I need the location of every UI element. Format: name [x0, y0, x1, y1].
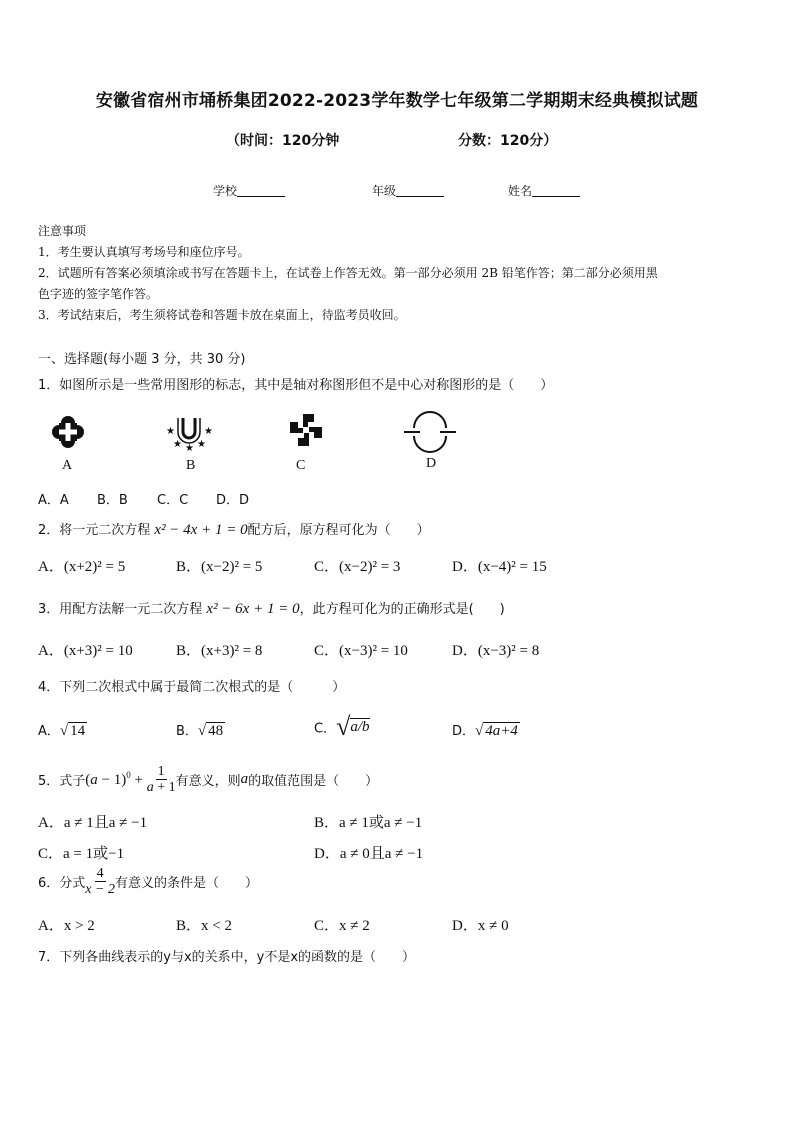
time-info: （时间：120分钟: [226, 133, 340, 149]
q5-variable: a: [240, 771, 249, 787]
figure-b-label: B: [186, 458, 196, 473]
name-label: 姓名: [508, 184, 533, 198]
q2-stem: [38, 519, 430, 539]
q4-option-b-radicand: 48: [208, 723, 224, 739]
q3-stem: [38, 598, 505, 618]
q5-option-a[interactable]: A．a ≠ 1且a ≠ −1: [38, 815, 148, 831]
q1-stem: 1．如图所示是一些常用图形的标志，其中是轴对称图形但不是中心对称图形的是（ ）: [38, 378, 554, 393]
q2-option-c[interactable]: C．(x−2)² = 3: [314, 559, 401, 575]
q4-option-b[interactable]: [176, 720, 225, 740]
q6-stem: [38, 866, 258, 897]
figure-a-label: A: [62, 458, 73, 473]
figure-b-icon: [166, 418, 213, 454]
q5-option-d[interactable]: D．a ≠ 0且a ≠ −1: [314, 846, 424, 862]
q5-option-b[interactable]: B．a ≠ 1或a ≠ −1: [314, 815, 423, 831]
q2-option-b[interactable]: B．(x−2)² = 5: [176, 559, 263, 575]
figure-d-label: D: [426, 456, 437, 471]
sqrt-icon: √: [336, 712, 351, 741]
note-3: 3．考试结束后，考生须将试卷和答题卡放在桌面上，待监考员收回。: [38, 308, 406, 322]
svg-text:★: ★: [197, 439, 206, 450]
q3-option-b[interactable]: B．(x+3)² = 8: [176, 643, 263, 659]
q1-option-d[interactable]: D．D: [216, 493, 250, 508]
q2-option-d[interactable]: D．(x−4)² = 15: [452, 559, 547, 575]
q3-equation: x² − 6x + 1 = 0: [206, 601, 300, 617]
notes-heading: 注意事项: [38, 224, 87, 238]
q2-option-a[interactable]: A．(x+2)² = 5: [38, 559, 126, 575]
q7-stem: 7．下列各曲线表示的y与x的关系中，y不是x的函数的是（ ）: [38, 950, 416, 965]
q3-option-a[interactable]: A．(x+3)² = 10: [38, 643, 133, 659]
figure-c-icon: [290, 414, 322, 446]
q1-option-c[interactable]: C．C: [157, 493, 189, 508]
figure-d-icon: [404, 412, 456, 452]
q6-option-b[interactable]: B．x < 2: [176, 918, 232, 934]
q4-option-a-label: A．: [38, 724, 60, 739]
q4-stem: 4．下列二次根式中属于最简二次根式的是（ ）: [38, 680, 346, 695]
q3-stem-pre: 3．用配方法解一元二次方程: [38, 602, 207, 617]
q6-stem-post: 有意义的条件是（ ）: [114, 876, 258, 891]
q1-option-b[interactable]: B．B: [97, 493, 128, 508]
q5-expr-power: $(a - 1)^0$ +: [85, 770, 147, 788]
figure-c-label: C: [296, 458, 306, 473]
school-blank[interactable]: [237, 184, 285, 197]
q4-option-d[interactable]: [452, 720, 520, 740]
q2-stem-pre: 2．将一元二次方程: [38, 523, 155, 538]
sqrt-icon: √: [59, 723, 69, 739]
q6-option-c[interactable]: C．x ≠ 2: [314, 918, 370, 934]
school-field[interactable]: [213, 182, 285, 199]
q4-option-b-label: B．: [176, 724, 198, 739]
q5-fraction: $\frac{1}{a + 1}$: [146, 764, 176, 795]
school-label: 学校: [213, 184, 238, 198]
grade-blank[interactable]: [396, 184, 444, 197]
q3-option-c[interactable]: C．(x−3)² = 10: [314, 643, 408, 659]
grade-field[interactable]: [372, 182, 444, 199]
q2-equation: x² − 4x + 1 = 0: [154, 522, 248, 538]
grade-label: 年级: [372, 184, 397, 198]
q4-option-a[interactable]: [38, 720, 87, 740]
note-2-cont: 色字迹的签字笔作答。: [38, 287, 159, 301]
section-heading: 一、选择题(每小题 3 分，共 30 分): [38, 352, 246, 367]
paper-title: 安徽省宿州市埇桥集团2022-2023学年数学七年级第二学期期末经典模拟试题: [95, 91, 699, 111]
name-blank[interactable]: [532, 184, 580, 197]
q5-stem: [38, 764, 378, 795]
q6-fraction-den: x − 2: [85, 882, 115, 897]
score-info: 分数：120分）: [458, 133, 558, 149]
q6-fraction-num: 4: [96, 866, 104, 881]
q4-option-a-radicand: 14: [70, 723, 86, 739]
q6-stem-pre: 6．分式: [38, 876, 86, 891]
q4-option-d-radicand: 4a+4: [485, 723, 518, 739]
q4-option-c-label: C．: [314, 721, 337, 737]
sqrt-icon: √: [197, 723, 207, 739]
q5-stem-pre: 5．式子: [38, 774, 86, 789]
q3-stem-post: ，此方程可化为的正确形式是( ): [299, 602, 505, 617]
q5-stem-end: 的取值范围是（ ）: [248, 774, 379, 789]
q6-option-d[interactable]: D．x ≠ 0: [452, 918, 509, 934]
q3-option-d[interactable]: D．(x−3)² = 8: [452, 643, 540, 659]
svg-text:★: ★: [166, 426, 175, 437]
q4-option-c[interactable]: [314, 712, 370, 742]
svg-text:★: ★: [204, 426, 213, 437]
q5-stem-post: 有意义，则: [175, 774, 241, 789]
svg-text:★: ★: [185, 443, 194, 454]
q4-option-d-label: D．: [452, 724, 476, 739]
svg-text:★: ★: [173, 439, 182, 450]
q1-figures: [44, 410, 464, 480]
q6-fraction: [85, 866, 115, 897]
q2-stem-post: 配方后，原方程可化为（ ）: [247, 523, 430, 538]
note-2: 2．试题所有答案必须填涂或书写在答题卡上，在试卷上作答无效。第一部分必须用 2B 铅笔作答；第二部分必须用黑: [38, 266, 658, 280]
note-1: 1．考生要认真填写考场号和座位序号。: [38, 245, 250, 259]
q5-option-c[interactable]: C．a = 1或−1: [38, 846, 125, 862]
figure-a-icon: [52, 416, 84, 448]
q1-option-a[interactable]: A．A: [38, 493, 69, 508]
sqrt-icon: √: [475, 723, 484, 739]
q6-option-a[interactable]: A．x > 2: [38, 918, 95, 934]
name-field[interactable]: [508, 182, 580, 199]
q4-option-c-radicand: a/b: [350, 719, 370, 735]
